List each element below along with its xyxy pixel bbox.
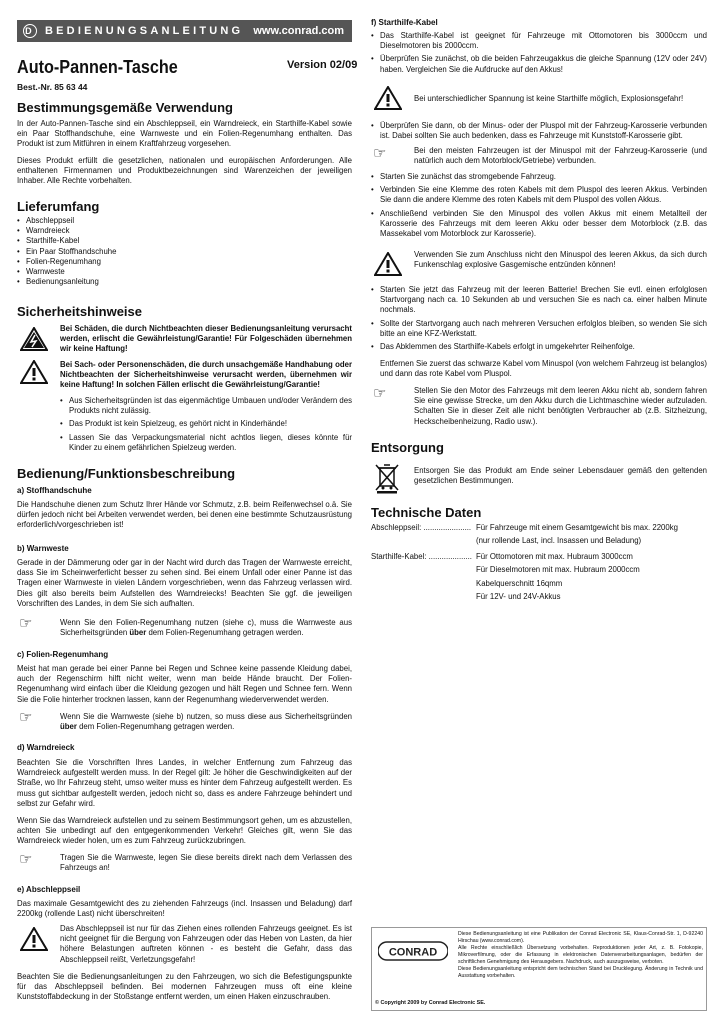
list-item: • Aus Sicherheitsgründen ist das eigenmächtige Umbauen und/oder Verändern des Produkts nicht zulässig. bbox=[60, 396, 352, 416]
subheading-jumper-cable: f) Starthilfe-Kabel bbox=[371, 18, 438, 27]
page-title: Auto-Pannen-Tasche bbox=[17, 57, 178, 77]
spec-key-jumper-cable: Starthilfe-Kabel: .................... bbox=[371, 552, 472, 561]
exclamation-warning-icon bbox=[374, 252, 402, 276]
list-item: • Überprüfen Sie zunächst, ob die beiden Fahrzeugakkus die gleiche Spannung (12V oder 24V) haben. Vergleichen Sie die Aufdrucke auf den Akkus! bbox=[371, 54, 707, 74]
list-item: • Verbinden Sie eine Klemme des roten Kabels mit dem Pluspol des leeren Akkus. Verbinden Sie dann die andere Klemme des roten Kabels mit dem Pluspol des vollen Akkus. bbox=[371, 185, 707, 205]
conrad-logo bbox=[378, 940, 448, 962]
raincoat-note: Wenn Sie die Warnweste (siehe b) nutzen, so muss diese aus Sicherheitsgründen über dem Folien-Regenumhang getragen werden. bbox=[60, 712, 352, 732]
subheading-vest: b) Warnweste bbox=[17, 544, 69, 553]
jumper-note-2: Stellen Sie den Motor des Fahrzeugs mit dem leeren Akku nicht ab, sondern fahren Sie eine gewisse Strecke, um den Akku durch die Lichtmaschine wieder aufzuladen. Schalten Sie in dieser Zeit alle nicht benötigten Verbraucher ab (z.B. Sitzheizung, Heckscheibenheizung, Radio usw.). bbox=[414, 386, 707, 426]
safety-warning-1: Bei Schäden, die durch Nichtbeachten dieser Bedienungsanleitung verursacht werden, erlischt die Gewährleistung/Garantie! Für Folgeschäden übernehmen wir keine Haftung! bbox=[60, 324, 352, 354]
jumper-list-4 bbox=[371, 285, 707, 352]
list-item: • Warndreieck bbox=[17, 226, 217, 236]
exclamation-warning-icon bbox=[20, 927, 48, 951]
gloves-text: Die Handschuhe dienen zum Schutz Ihrer Hände vor Schmutz, z.B. beim Reifenwechsel o.ä. Sie dürfen jedoch nicht bei Arbeiten verwendet werden, bei denen eine bestimmte Schutzausrüstung erforderlich/vorgeschrieben ist! bbox=[17, 500, 352, 530]
header-banner bbox=[17, 20, 352, 42]
pointing-hand-icon: ☞ bbox=[19, 709, 33, 726]
intended-use-p1: In der Auto-Pannen-Tasche sind ein Abschleppseil, ein Warndreieck, ein Starthilfe-Kabel sowie ein Paar Stoffhandschuhe, eine Warnweste und ein Folien-Regenumhang enthalten. Das Produkt ist zum Mitführen in einem Kraftfahrzeug vorgesehen. bbox=[17, 119, 352, 149]
triangle-text-2: Wenn Sie das Warndreieck aufstellen und zu seinem Bestimmungsort gehen, um es abzustellen, achten Sie unbedingt auf den entgegenkommenden Verkehr! Gleiches gilt, wenn Sie das Warndreieck wieder holen, um es zum Fahrzeug zurückzubringen. bbox=[17, 816, 352, 846]
jumper-disconnect-text: Entfernen Sie zuerst das schwarze Kabel vom Minuspol (von welchem Fahrzeug ist belanglos) und dann das rote Kabel vom Pluspol. bbox=[380, 359, 707, 379]
order-number: Best.-Nr. 85 63 44 bbox=[17, 82, 88, 92]
list-item: • Überprüfen Sie dann, ob der Minus- oder der Pluspol mit der Fahrzeug-Karosserie verbunden ist. Dabei sollten Sie auch bedenken, dass es Fahrzeuge mit Kunststoff-Karosserie gibt. bbox=[371, 121, 707, 141]
disposal-text: Entsorgen Sie das Produkt am Ende seiner Lebensdauer gemäß den geltenden gesetzlichen Bestimmungen. bbox=[414, 466, 707, 486]
list-item: • Lassen Sie das Verpackungsmaterial nicht achtlos liegen, dieses könnte für Kinder zu einem gefährlichen Spielzeug werden. bbox=[60, 433, 352, 453]
pointing-hand-icon: ☞ bbox=[373, 145, 387, 162]
jumper-note-1: Bei den meisten Fahrzeugen ist der Minuspol mit der Fahrzeug-Karosserie (und natürlich auch dem Motorblock/Getriebe) verbunden. bbox=[414, 146, 707, 166]
tow-rope-text-1: Das maximale Gesamtgewicht des zu ziehenden Fahrzeugs (incl. Insassen und Beladung) darf 2200kg (rollende Last) nicht überschreiten! bbox=[17, 899, 352, 919]
subheading-raincoat: c) Folien-Regenumhang bbox=[17, 650, 109, 659]
pointing-hand-icon: ☞ bbox=[19, 851, 33, 868]
pointing-hand-icon: ☞ bbox=[373, 385, 387, 402]
copyright: © Copyright 2009 by Conrad Electronic SE. bbox=[375, 999, 486, 1006]
imprint-box bbox=[371, 927, 707, 1011]
list-item: • Das Produkt ist kein Spielzeug, es gehört nicht in Kinderhände! bbox=[60, 419, 352, 429]
heading-scope: Lieferumfang bbox=[17, 199, 100, 214]
jumper-list-1 bbox=[371, 31, 707, 75]
svg-text:CONRAD: CONRAD bbox=[388, 946, 438, 959]
list-item: • Warnweste bbox=[17, 267, 217, 277]
subheading-tow-rope: e) Abschleppseil bbox=[17, 885, 81, 894]
list-item: • Das Abklemmen des Starthilfe-Kabels erfolgt in umgekehrter Reihenfolge. bbox=[371, 342, 707, 352]
tow-rope-warning: Das Abschleppseil ist nur für das Ziehen eines rollenden Fahrzeugs geeignet. Es ist nicht geeignet für die Bergung von Fahrzeugen oder das Heben von Lasten, da hier höhere Belastungen auftreten können - es besteht die Gefahr, dass das Abschleppseil reißt, Verletzungsgefahr! bbox=[60, 924, 352, 964]
header-title: BEDIENUNGSANLEITUNG bbox=[45, 25, 244, 37]
list-item: • Starthilfe-Kabel bbox=[17, 236, 217, 246]
vest-note: Wenn Sie den Folien-Regenumhang nutzen (siehe c), muss die Warnweste aus Sicherheitsgründen über dem Folien-Regenumhang getragen werden. bbox=[60, 618, 352, 638]
jumper-warning-2: Verwenden Sie zum Anschluss nicht den Minuspol des leeren Akkus, da sich durch Funkenschlag explosive Gasgemische entzünden können! bbox=[414, 250, 707, 270]
crossed-bin-icon bbox=[374, 462, 400, 494]
jumper-warning-1: Bei unterschiedlicher Spannung ist keine Starthilfe möglich, Explosionsgefahr! bbox=[414, 94, 684, 103]
spec-values-jumper-cable: Für Ottomotoren mit max. Hubraum 3000ccm Für Dieselmotoren mit max. Hubraum 2000ccm Kabelquerschnitt 16qmm Für 12V- und 24V-Akkus bbox=[476, 552, 640, 601]
heading-disposal: Entsorgung bbox=[371, 440, 444, 455]
heading-safety: Sicherheitshinweise bbox=[17, 304, 142, 319]
list-item: • Abschleppseil bbox=[17, 216, 217, 226]
triangle-note: Tragen Sie die Warnweste, legen Sie diese bereits direkt nach dem Verlassen des Fahrzeugs an! bbox=[60, 853, 352, 873]
electric-warning-icon bbox=[20, 327, 48, 351]
scope-list bbox=[17, 216, 217, 287]
jumper-list-2 bbox=[371, 121, 707, 141]
spec-key-tow-rope: Abschleppseil: ...................... bbox=[371, 523, 472, 532]
list-item: • Starten Sie jetzt das Fahrzeug mit der leeren Batterie! Brechen Sie evtl. einen erfolglosen Startvorgang nach ca. 10 Sekunden ab und versuchen Sie es nach ca. einer halben Minute nochmals. bbox=[371, 285, 707, 316]
safety-warning-2: Bei Sach- oder Personenschäden, die durch unsachgemäße Handhabung oder Nichtbeachten der Sicherheitshinweise verursacht werden, übernehmen wir keine Haftung! In solchen Fällen erlischt die Gewährleistung/Garantie! bbox=[60, 360, 352, 390]
subheading-gloves: a) Stoffhandschuhe bbox=[17, 486, 92, 495]
imprint-text: Diese Bedienungsanleitung ist eine Publikation der Conrad Electronic SE, Klaus-Conrad-Str. 1, D-92240 Hirschau (www.conrad.com). Alle Rechte einschließlich Übersetzung vorbehalten. Reproduktionen jeder Art, z. B. Fotokopie, Mikroverfilmung, oder die Erfassung in elektronischen Datenverarbeitungsanlagen, bedürfen der schriftlichen Genehmigung des Herausgebers. Nachdruck, auch auszugsweise, verboten. Diese Bedienungsanleitung entspricht dem technischen Stand bei Drucklegung. Änderung in Technik und Ausstattung vorbehalten. bbox=[458, 931, 703, 980]
raincoat-text: Meist hat man gerade bei einer Panne bei Regen und Schnee keine passende Kleidung dabei, auch der Regenschirm hilft nicht weiter, wenn man beide Hände braucht. Der Folien-Regenumhang wird einfach über die Kleidung gezogen und hält Regen und Schnee fern. Wenn Sie die Folie hinterher trocknen lassen, kann der Regenumhang wiederverwendet werden. bbox=[17, 664, 352, 704]
list-item: • Starten Sie zunächst das stromgebende Fahrzeug. bbox=[371, 172, 707, 182]
spec-values-tow-rope: Für Fahrzeuge mit einem Gesamtgewicht bis max. 2200kg (nur rollende Last, incl. Insassen und Beladung) bbox=[476, 523, 678, 546]
version-label: Version 02/09 bbox=[287, 59, 358, 71]
list-item: • Anschließend verbinden Sie den Minuspol des vollen Akkus mit einem Metallteil der Karosserie des Fahrzeugs mit dem leeren Akku oder besser dem Motorblock (z.B. das Massekabel vom Motorblock zur Karosserie). bbox=[371, 209, 707, 240]
header-url[interactable]: www.conrad.com bbox=[253, 25, 344, 37]
vest-text: Gerade in der Dämmerung oder gar in der Nacht wird durch das Tragen der Warnweste erreicht, dass Sie im Scheinwerferlicht besser zu sehen sind. Bei einem Unfall oder einer Panne ist das Tragen einer Warnweste in vielen Ländern vorgeschrieben, wenn das Fahrzeug verlassen wird. Dies gilt also bereits beim Aufstellen des Warndreiecks! Beachten Sie ggf. die jeweiligen Vorschriften des Landes, in dem Sie sich aufhalten. bbox=[17, 558, 352, 608]
exclamation-warning-icon bbox=[374, 86, 402, 110]
triangle-text-1: Beachten Sie die Vorschriften Ihres Landes, in welcher Entfernung zum Fahrzeug das Warndreieck aufgestellt werden muss. In der Regel gilt: Je höher die Geschwindigkeiten auf der Straße, wo Ihr Fahrzeug steht, umso weiter muss es hinter dem Fahrzeug aufgestellt werden. Es muss gut sichtbar aufgestellt werden, jedoch nicht so, dass es andere Fahrzeuge behindert und selbst zur Gefahr wird. bbox=[17, 758, 352, 808]
list-item: • Ein Paar Stoffhandschuhe bbox=[17, 247, 217, 257]
list-item: • Sollte der Startvorgang auch nach mehreren Versuchen erfolglos bleiben, so wenden Sie sich bitte an eine KFZ-Werkstatt. bbox=[371, 319, 707, 339]
heading-operation: Bedienung/Funktionsbeschreibung bbox=[17, 466, 236, 481]
list-item: • Folien-Regenumhang bbox=[17, 257, 217, 267]
heading-intended-use: Bestimmungsgemäße Verwendung bbox=[17, 100, 233, 115]
heading-tech-data: Technische Daten bbox=[371, 505, 482, 520]
list-item: • Bedienungsanleitung bbox=[17, 277, 217, 287]
subheading-triangle: d) Warndreieck bbox=[17, 743, 75, 752]
language-badge: D bbox=[23, 24, 37, 38]
exclamation-warning-icon bbox=[20, 360, 48, 384]
pointing-hand-icon: ☞ bbox=[19, 615, 33, 632]
jumper-list-3 bbox=[371, 172, 707, 239]
intended-use-p2: Dieses Produkt erfüllt die gesetzlichen, nationalen und europäischen Anforderungen. Alle enthaltenen Firmennamen und Produktbezeichnungen sind Warenzeichen der jeweiligen Inhaber. Alle Rechte vorbehalten. bbox=[17, 156, 352, 186]
list-item: • Das Starthilfe-Kabel ist geeignet für Fahrzeuge mit Ottomotoren bis 3000ccm und Dieselmotoren bis 2000ccm. bbox=[371, 31, 707, 51]
tow-rope-text-2: Beachten Sie die Bedienungsanleitungen zu den Fahrzeugen, wo sich die Befestigungspunkte für das Abschleppseil befinden. Bei modernen Fahrzeugen muss oft eine kleine Kunststoffabdeckung in der Stoßstange entfernt werden, um einen Haken einzuschrauben. bbox=[17, 972, 352, 1002]
safety-list bbox=[60, 396, 352, 453]
